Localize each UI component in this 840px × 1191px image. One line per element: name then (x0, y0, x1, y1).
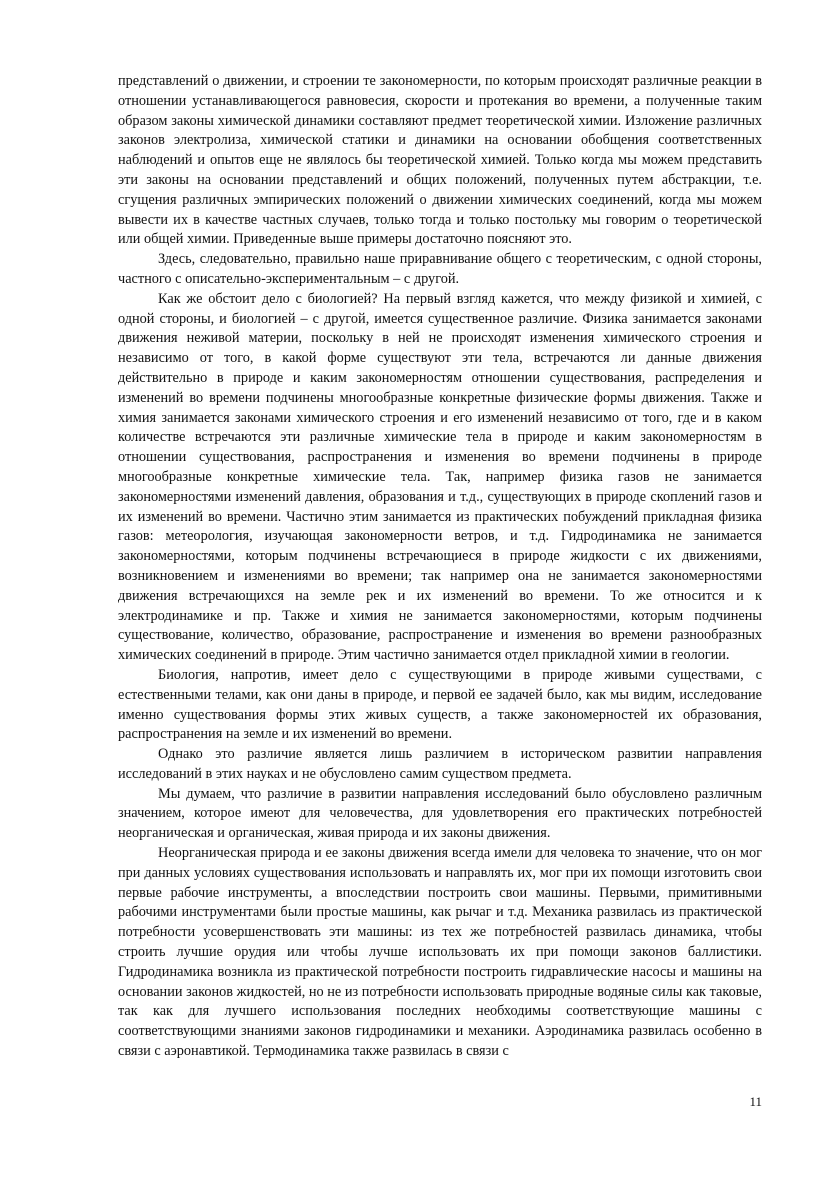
paragraph-5: Однако это различие является лишь различием в историческом развитии направления исследований в этих науках и не обусловлено самим существом предмета. (118, 746, 762, 782)
paragraph-3: Как же обстоит дело с биологией? На первый взгляд кажется, что между физикой и химией, с одной стороны, и биологией – с другой, имеется существенное различие. Физика занимается законами движения неживой материи, поскольку в ней не происходят изменения химического строения и независимо от того, в какой форме существуют эти тела, встречаются ли данные движения действительно в природе и каким закономерностям отношении существования, распределения и изменений во времени подчинены многообразные конкретные физические формы движения. Также и химия занимается законами химического строения и его изменений независимо от того, где и в каком количестве встречаются эти различные химические тела в природе и каким закономерностям в отношении существования, распространения и изменения во времени подчинены в природе многообразные конкретные химические тела. Так, например физика газов не занимается закономерностями изменений давления, образования и т.д., существующих в природе скоплений газов и их изменений во времени. Частично этим занимается из практических побуждений прикладная физика газов: метеорология, изучающая закономерности ветров, и т.д. Гидродинамика не занимается закономерностями, которым подчинены встречающиеся в природе жидкости с их движениями, возникновением и изменениями во времени; так например она не занимается закономерностями движения встречающихся на земле рек и их изменений во времени. То же относится и к электродинамике и пр. Также и химия не занимается закономерностями, которым подчинены существование, количество, образование, распространение и изменения во времени разнообразных химических соединений в природе. Этим частично занимается отдел прикладной химии в геологии. (118, 290, 762, 664)
paragraph-1: представлений о движении, и строении те закономерности, по которым происходят различные реакции в отношении устанавливающегося равновесия, скорости и протекания во времени, а полученные таким образом законы химической динамики составляют предмет теоретической химии. Изложение различных законов электролиза, химической статики и динамики на основании обобщения соответственных наблюдений и опытов еще не являлось бы теоретической химией. Только когда мы можем представить эти законы на основании представлений и общих положений, полученных путем абстракции, т.е. сгущения различных эмпирических положений о движении химических соединений, когда мы можем вывести их в качестве частных случаев, только тогда и только постольку мы говорим о теоретической или общей химии. Приведенные выше примеры достаточно поясняют это. (118, 73, 762, 248)
paragraph-4: Биология, напротив, имеет дело с существующими в природе живыми существами, с естественными телами, как они даны в природе, и первой ее задачей было, как мы видим, исследование именно существования формы этих живых существ, а также закономерностей их образования, распространения на земле и их изменений во времени. (118, 666, 762, 743)
paragraph-6: Мы думаем, что различие в развитии направления исследований было обусловлено различным значением, которое имеют для человечества, для удовлетворения его практических потребностей неорганическая и органическая, живая природа и их законы движения. (118, 785, 762, 842)
paragraph-2: Здесь, следовательно, правильно наше приравнивание общего с теоретическим, с одной стороны, частного с описательно-экспериментальным – с другой. (118, 251, 762, 287)
paragraph-7: Неорганическая природа и ее законы движения всегда имели для человека то значение, что он мог при данных условиях существования использовать и направлять их, мог при их помощи изготовить свои первые рабочие инструменты, а впоследствии построить свои машины. Первыми, примитивными рабочими инструментами были простые машины, как рычаг и т.д. Механика развилась из практической потребности усовершенствовать эти машины: из тех же потребностей развилась динамика, чтобы строить лучшие орудия или чтобы лучше использовать их при помощи законов баллистики. Гидродинамика возникла из практической потребности построить гидравлические насосы и машины на основании законов жидкостей, но не из потребности использовать природные водяные силы как таковые, так как для лучшего использования последних необходимы соответствующие машины с соответствующими знаниями законов гидродинамики и механики. Аэродинамика развилась особенно в связи с аэронавтикой. Термодинамика также развилась в связи с (118, 845, 762, 1060)
document-body (118, 72, 762, 1062)
page-number: 11 (749, 1094, 762, 1109)
